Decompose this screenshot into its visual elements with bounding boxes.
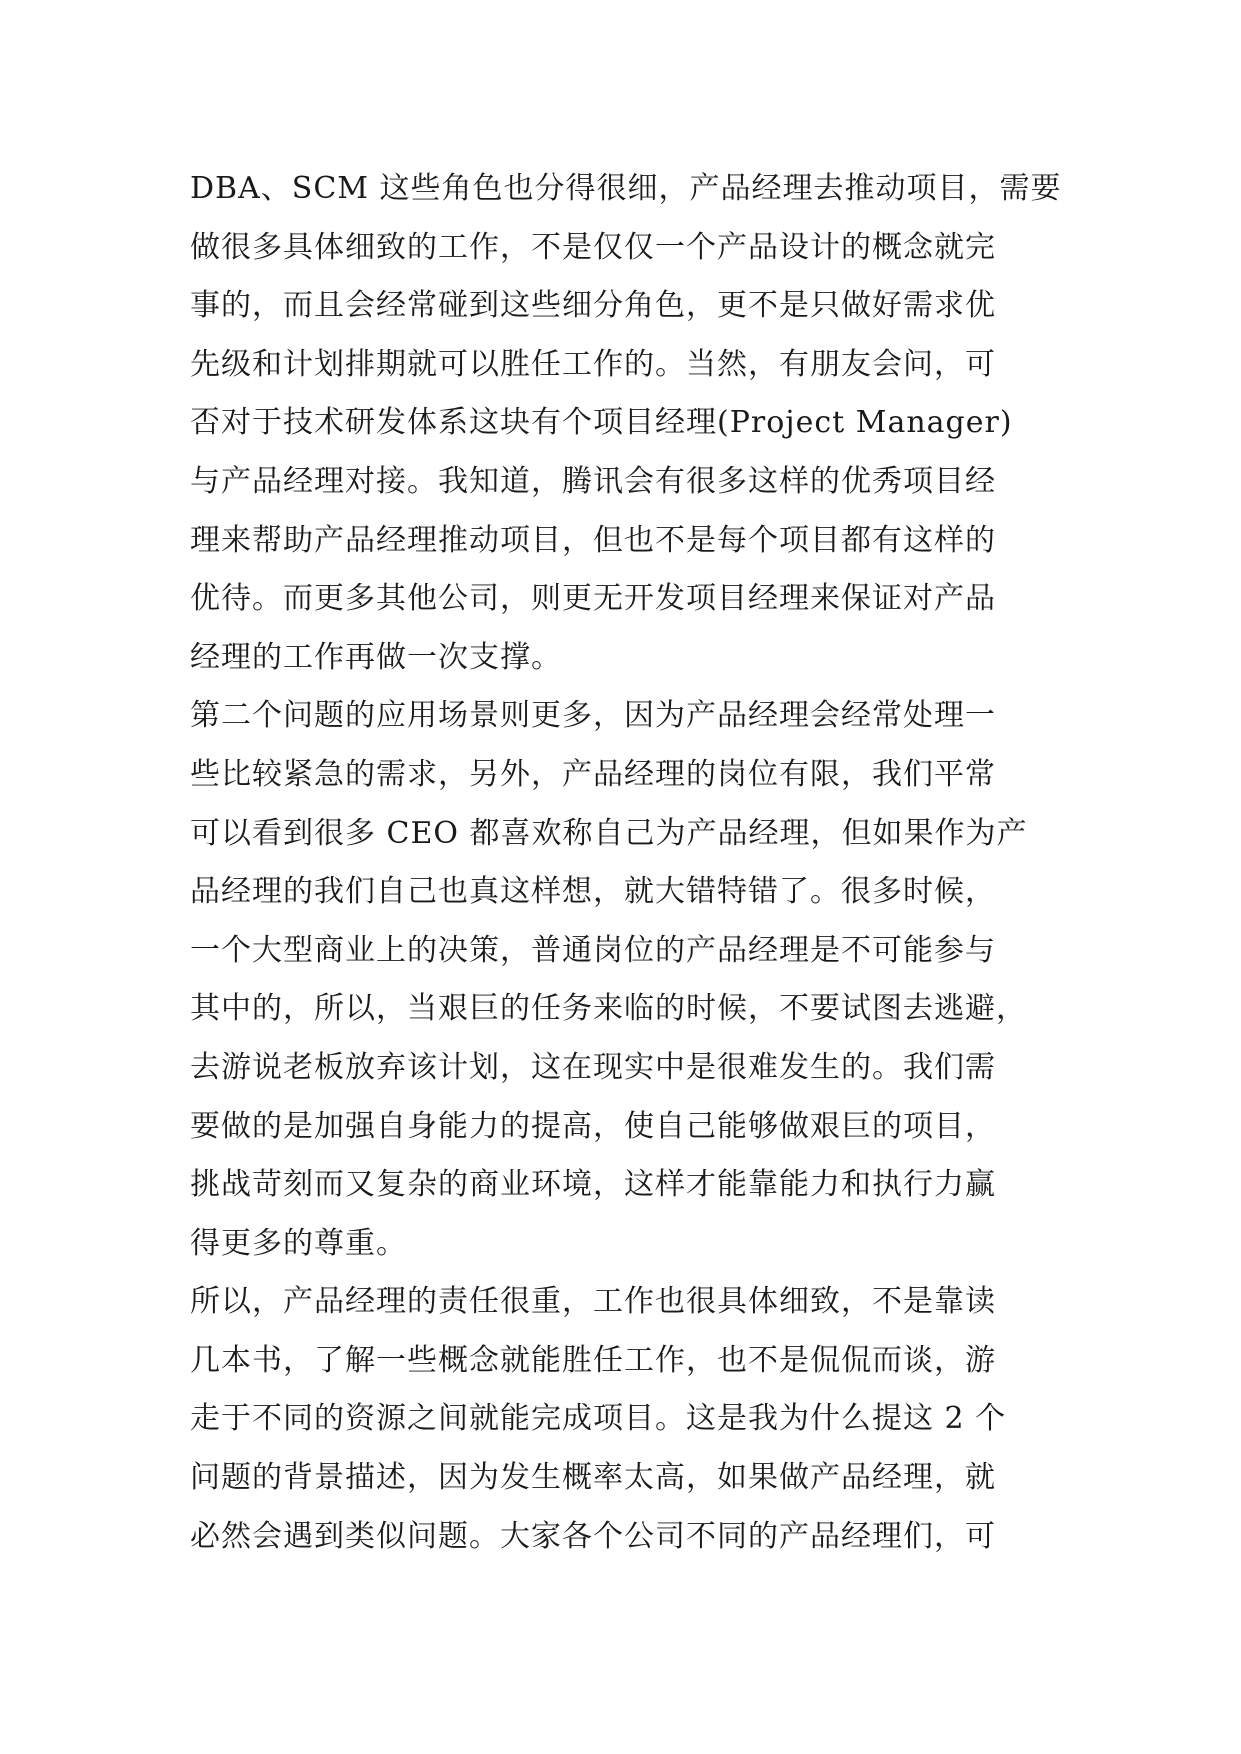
text-line: 挑战苛刻而又复杂的商业环境，这样才能靠能力和执行力赢 xyxy=(190,1167,996,1203)
text-line: 第二个问题的应用场景则更多，因为产品经理会经常处理一 xyxy=(190,698,996,734)
text-line: DBA、SCM 这些角色也分得很细，产品经理去推动项目，需要 xyxy=(190,171,1062,206)
text-line: 去游说老板放弃该计划，这在现实中是很难发生的。我们需 xyxy=(190,1049,996,1085)
text-line: 所以，产品经理的责任很重，工作也很具体细致，不是靠读 xyxy=(190,1284,996,1320)
text-line: 与产品经理对接。我知道，腾讯会有很多这样的优秀项目经 xyxy=(190,463,996,499)
text-line: 问题的背景描述，因为发生概率太高，如果做产品经理，就 xyxy=(190,1460,996,1496)
text-line: 几本书，了解一些概念就能胜任工作，也不是侃侃而谈，游 xyxy=(190,1342,996,1378)
text-line: 事的，而且会经常碰到这些细分角色，更不是只做好需求优 xyxy=(190,288,996,324)
text-line: 否对于技术研发体系这块有个项目经理(Project Manager) xyxy=(190,405,1013,441)
text-line: 品经理的我们自己也真这样想，就大错特错了。很多时候， xyxy=(190,874,996,910)
text-line: 必然会遇到类似问题。大家各个公司不同的产品经理们，可 xyxy=(190,1518,996,1554)
text-line: 优待。而更多其他公司，则更无开发项目经理来保证对产品 xyxy=(190,581,996,617)
text-line: 可以看到很多 CEO 都喜欢称自己为产品经理，但如果作为产 xyxy=(190,815,1028,851)
text-line: 得更多的尊重。 xyxy=(190,1225,407,1261)
text-line: 要做的是加强自身能力的提高，使自己能够做艰巨的项目， xyxy=(190,1108,996,1144)
text-line: 走于不同的资源之间就能完成项目。这是我为什么提这 2 个 xyxy=(190,1401,1007,1437)
text-line: 其中的，所以，当艰巨的任务来临的时候，不要试图去逃避， xyxy=(190,991,1027,1027)
text-line: 做很多具体细致的工作，不是仅仅一个产品设计的概念就完 xyxy=(190,229,996,265)
text-line: 一个大型商业上的决策，普通岗位的产品经理是不可能参与 xyxy=(190,932,996,968)
text-line: 些比较紧急的需求，另外，产品经理的岗位有限，我们平常 xyxy=(190,756,996,792)
text-line: 先级和计划排期就可以胜任工作的。当然，有朋友会问，可 xyxy=(190,346,996,382)
text-line: 经理的工作再做一次支撑。 xyxy=(190,639,562,675)
text-line: 理来帮助产品经理推动项目，但也不是每个项目都有这样的 xyxy=(190,522,996,558)
body-text xyxy=(190,160,1070,1566)
